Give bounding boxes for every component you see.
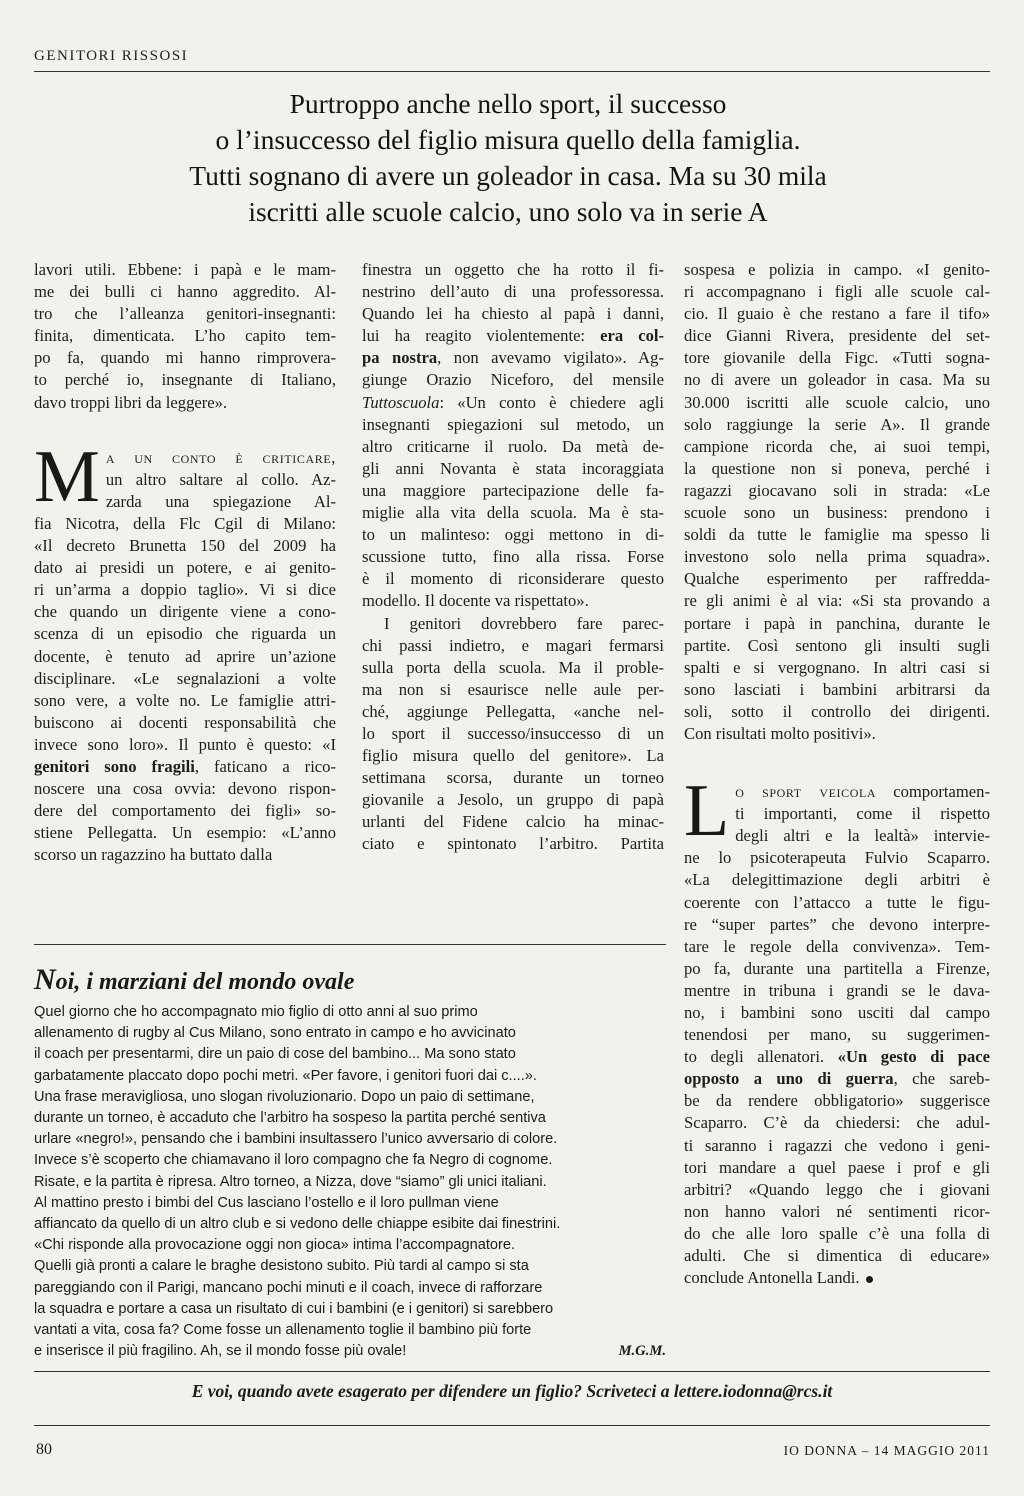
text-line [362, 325, 664, 347]
text-line: fia Nicotra, della Flc Cgil di Milano: [34, 513, 336, 533]
article-column-3 [684, 259, 990, 1289]
text-line: giovanile a Jesolo, un gruppo di papà [362, 790, 664, 810]
text-line: sospesa e polizia in campo. «I genito- [684, 260, 990, 279]
reader-callout: E voi, quando avete esagerato per difendere un figlio? Scriveteci a lettere.iodonna@rcs.it [191, 1381, 833, 1401]
text-line: investono solo nella prima squadra». [684, 547, 990, 567]
text-line: tori mandare a quel paese i prof e gli [684, 1157, 990, 1177]
text-line: be da rendere obbligatorio» suggerisce [684, 1091, 990, 1111]
text-line: po fa, durante una partitella a Firenze, [684, 958, 990, 978]
box-line: Al mattino presto i bimbi del Cus lasciano l’ostello e il loro pullman viene [34, 1194, 499, 1211]
text-line: chi passi indietro, e magari fermarsi [362, 635, 664, 655]
text-span: , non avevamo vigilato». Ag- [437, 348, 664, 368]
text-span: : «Un conto è chiedere agli [439, 392, 664, 412]
text-line: buiscono ai docenti responsabilità che [34, 712, 336, 732]
text-line: po fa, quando mi hanno rimprovera- [34, 348, 336, 368]
text-line: mentre in tribuna i grandi se le dava- [684, 980, 990, 1000]
text-span: comportamen- [876, 782, 990, 802]
box-line: durante un torneo, è accaduto che l’arbitro ha sospeso la partita perché sentiva [34, 1110, 546, 1127]
text-line: sulla porta della scuola. Ma il proble- [362, 657, 664, 677]
box-signature: M.G.M. [618, 1343, 666, 1360]
box-line: il coach per presentarmi, dire un paio di cose del bambino... Ma sono stato [34, 1046, 516, 1063]
text-line: Quando lei ha chiesto al papà i danni, [362, 304, 664, 324]
text-line: to perché io, insegnante di Italiano, [34, 370, 336, 390]
text-line: dato ai presidi un potere, e ai genito- [34, 558, 336, 578]
text-line: soli, sotto il controllo dei dirigenti. [684, 701, 990, 721]
dropcap-letter: L [684, 770, 730, 853]
text-line: sono vere, a volte no. Le famiglie attri- [34, 690, 336, 710]
text-line: sono lasciati i bambini arbitrarsi da [684, 679, 990, 699]
text-line: scuole sono un business: prendono i [684, 503, 990, 523]
section-label: GENITORI RISSOSI [34, 48, 189, 64]
box-line: vantati a vita, cosa fa? Come fosse un allenamento toglie il bambino più forte [34, 1322, 532, 1339]
text-line: finestra un oggetto che ha rotto il fi- [362, 260, 664, 279]
lead-in: a un conto è criticare, [105, 447, 336, 467]
text-line: ché, aggiunge Pellegatta, «anche nel- [362, 701, 664, 721]
box-line: Quel giorno che ho accompagnato mio figlio di otto anni al suo primo [34, 1004, 478, 1020]
text-line: un altro saltare al collo. Az- [105, 469, 336, 489]
text-line: altro criticarne il ruolo. Da metà de- [362, 436, 664, 456]
text-line: tro che l’alleanza genitori-insegnanti: [34, 304, 336, 324]
text-line [34, 756, 336, 778]
box-line: Una frase meravigliosa, uno slogan rivoluzionario. Dopo un paio di settimane, [34, 1088, 535, 1105]
text-line: 30.000 iscritti alle scuole calcio, uno [684, 392, 990, 412]
box-title-text: oi, i marziani del mondo ovale [55, 969, 355, 995]
footer-rule [34, 1425, 990, 1426]
text-line: do che alle loro spalle c’è una folla di [684, 1223, 990, 1243]
text-span: conclude Antonella Landi. [684, 1268, 860, 1288]
end-bullet-icon [866, 1276, 873, 1283]
text-line: modello. Il docente va rispettato». [362, 591, 589, 611]
text-line: gli anni Novanta è stata incoraggiata [362, 458, 664, 478]
text-line: tare le regole della convivenza». Tem- [684, 936, 990, 956]
text-span: , faticano a rico- [194, 756, 336, 776]
box-body [34, 1002, 666, 1362]
box-line: Risate, e la partita è ripresa. Altro torneo, a Nizza, dove “siamo” gli unici italiani. [34, 1173, 547, 1190]
header-rule [34, 71, 990, 72]
text-line: figlio misura quello del genitore». La [362, 746, 664, 766]
box-line: la squadra e portare a casa un risultato di cui i bambini (e i genitori) si sarebbero [34, 1300, 554, 1317]
text-line: ragazzi giocavano soli in strada: «Le [684, 480, 990, 500]
box-line: affiancato da quello di un altro club e si vedono delle chiappe esibite dai finestrini. [34, 1216, 561, 1233]
dropcap-paragraph [34, 435, 336, 518]
text-line: Con risultati molto positivi». [684, 723, 876, 743]
bold-phrase: era col- [600, 326, 664, 346]
text-line: soldi da tutte le famiglie ma spesso li [684, 525, 990, 545]
text-line: ne lo psicoterapeuta Fulvio Scaparro. [684, 848, 990, 868]
text-line: settimana scorsa, durante un torneo [362, 768, 664, 788]
text-line: che quando un dirigente viene a cono- [34, 602, 336, 622]
box-line: Quelli già pronti a calare le braghe desistono subito. Più tardi al campo si sta [34, 1258, 529, 1275]
bold-phrase: opposto a uno di guerra [684, 1069, 894, 1089]
text-line: me dei bulli ci hanno aggredito. Al- [34, 282, 336, 302]
text-line: re gli animi è al via: «Si sta provando a [684, 591, 990, 611]
issue-info: IO DONNA – 14 MAGGIO 2011 [783, 1443, 990, 1458]
text-line: «La delegittimazione degli arbitri è [684, 870, 990, 890]
text-span: e inserisce il più fragilino. Ah, se il mondo fosse più ovale! [34, 1343, 407, 1360]
box-line: Invece s’è scoperto che chiamavano il loro compagno che fa Negro di cognome. [34, 1152, 553, 1169]
text-line [684, 1267, 990, 1289]
dropcap-letter: M [34, 435, 100, 518]
text-line: to un malinteso: oggi mettono in di- [362, 525, 664, 545]
text-line [684, 1068, 990, 1090]
article-column-1 [34, 259, 336, 866]
text-line: una maggiore partecipazione delle fa- [362, 480, 664, 500]
text-span: , che sareb- [893, 1069, 991, 1089]
text-line: degli altri e la lealtà» intervie- [735, 826, 990, 846]
text-line: coerente con l’attacco a tutte le figu- [684, 892, 990, 912]
text-line: miglie alla vita della scuola. Ma è sta- [362, 503, 664, 523]
text-line: I genitori dovrebbero fare parec- [384, 613, 664, 633]
text-line: ri accompagnano i figli alle scuole cal- [684, 282, 990, 302]
text-line: non hanno valori né sentimenti ricor- [684, 1201, 990, 1221]
page-number: 80 [36, 1441, 52, 1458]
text-line: ri un’arma a doppio taglio». Vi si dice [34, 580, 336, 600]
text-line: dere del comportamento dei figli» so- [34, 801, 336, 821]
text-line: zarda una spiegazione Al- [105, 491, 336, 511]
bold-phrase: pa nostra [362, 348, 438, 368]
text-line: docente, è tenuto ad aprire un’azione [34, 646, 336, 666]
text-line: campione ricorda che, ai suoi tempi, [684, 436, 990, 456]
text-line: urlanti del Fidene calcio ha minac- [362, 812, 664, 832]
text-line: tore giovanile della Figc. «Tutti sogna- [684, 348, 990, 368]
box-line: urlare «negro!», pensando che i bambini insultassero l’unico avversario di colore. [34, 1131, 558, 1148]
article-column-2 [362, 259, 664, 856]
text-line: scenza di un episodio che riguarda un [34, 624, 336, 644]
text-line: «Il decreto Brunetta 150 del 2009 ha [34, 536, 336, 556]
text-line: spalti e si vergognano. In altri casi si [684, 657, 990, 677]
text-line: no di avere un goleador in casa. Ma su [684, 370, 990, 390]
pull-quote-line: iscritti alle scuole calcio, uno solo va in serie A [248, 196, 768, 227]
bold-phrase: genitori sono fragili [34, 756, 195, 776]
text-line: ti saranno i ragazzi che vedono i geni- [684, 1135, 990, 1155]
text-line: cio. Il guaio è che restano a fare il tifo» [684, 304, 990, 324]
pull-quote [150, 86, 866, 230]
text-line: nestrino dell’auto di una professoressa. [362, 282, 664, 302]
text-line: re “super partes” che devono interpre- [684, 914, 990, 934]
text-line: scorso un ragazzino ha buttato dalla [34, 845, 273, 865]
text-line: lo sport il successo/insuccesso di un [362, 723, 664, 743]
text-line [362, 347, 664, 369]
text-line: arbitri? «Quando leggo che i giovani [684, 1179, 990, 1199]
text-span: lui ha reagito violentemente: [362, 326, 601, 346]
box-line: garbatamente placcato dopo pochi metri. «Per favore, i genitori fuori dai c....». [34, 1067, 537, 1084]
text-line: stiene Pellegatta. Un esempio: «L’anno [34, 823, 336, 843]
magazine-name: Tuttoscuola [362, 392, 440, 412]
text-line [684, 1046, 990, 1068]
text-line: Qualche esperimento per raffredda- [684, 569, 990, 589]
text-line: giunge Orazio Niceforo, del mensile [362, 370, 664, 390]
text-line: lavori utili. Ebbene: i papà e le mam- [34, 260, 336, 279]
text-line [684, 781, 990, 803]
box-line [34, 1341, 666, 1362]
pull-quote-line: Tutti sognano di avere un goleador in casa. Ma su 30 mila [189, 160, 827, 191]
box-line: «Chi risponde alla provocazione oggi non gioca» intima l’accompagnatore. [34, 1237, 516, 1254]
text-line: Scaparro. C’è da chiedersi: che adul- [684, 1113, 990, 1133]
text-line: dice Gianni Rivera, presidente del set- [684, 326, 990, 346]
box-rule [34, 944, 666, 945]
text-line: disciplinare. «Le segnalazioni a volte [34, 668, 336, 688]
text-line: ciato e spintonato l’arbitro. Partita [362, 834, 664, 854]
box-title [34, 963, 666, 997]
text-line: tenendosi per mano, su suggerimen- [684, 1025, 990, 1045]
text-line [362, 392, 664, 414]
text-line: solo raggiunge la serie A». Il grande [684, 414, 990, 434]
box-line: pareggiando con il Parigi, mancano pochi minuti e il coach, invece di rafforzare [34, 1279, 543, 1296]
text-span: to degli allenatori. [684, 1047, 838, 1067]
text-line: è il momento di riconsiderare questo [362, 569, 664, 589]
text-line: ti importanti, come il rispetto [735, 804, 990, 824]
text-line: la questione non si poneva, perché i [684, 458, 990, 478]
text-line: ma non si esaurisce nelle aule per- [362, 679, 664, 699]
text-line: insegnanti spiegazioni sul metodo, un [362, 414, 664, 434]
text-line: scussione tutto, fino alla rissa. Forse [362, 547, 664, 567]
pull-quote-line: Purtroppo anche nello sport, il successo [289, 88, 727, 119]
dropcap-paragraph [684, 770, 990, 853]
text-line: invece sono loro». Il punto è questo: «I [34, 734, 336, 754]
pull-quote-line: o l’insuccesso del figlio misura quello della famiglia. [215, 124, 801, 155]
text-line: davo troppi libri da leggere». [34, 392, 228, 412]
lead-in: o sport veicola [735, 782, 877, 802]
text-line: partite. Così sentono gli insulti sugli [684, 635, 990, 655]
bold-phrase: «Un gesto di pace [837, 1047, 990, 1067]
text-line: noscere una cosa ovvia: devono rispon- [34, 779, 336, 799]
box-title-initial: N [34, 963, 56, 996]
callout-rule [34, 1371, 990, 1372]
box-line: allenamento di rugby al Cus Milano, sono entrato in campo e ho avvicinato [34, 1025, 516, 1042]
text-line: no, i bambini sono usciti dal campo [684, 1003, 990, 1022]
text-line: portare i papà in panchina, durante le [684, 613, 990, 633]
text-line: adulti. Che si dimentica di educare» [684, 1246, 990, 1266]
text-line: finita, dimenticata. L’ho capito tem- [34, 326, 336, 346]
